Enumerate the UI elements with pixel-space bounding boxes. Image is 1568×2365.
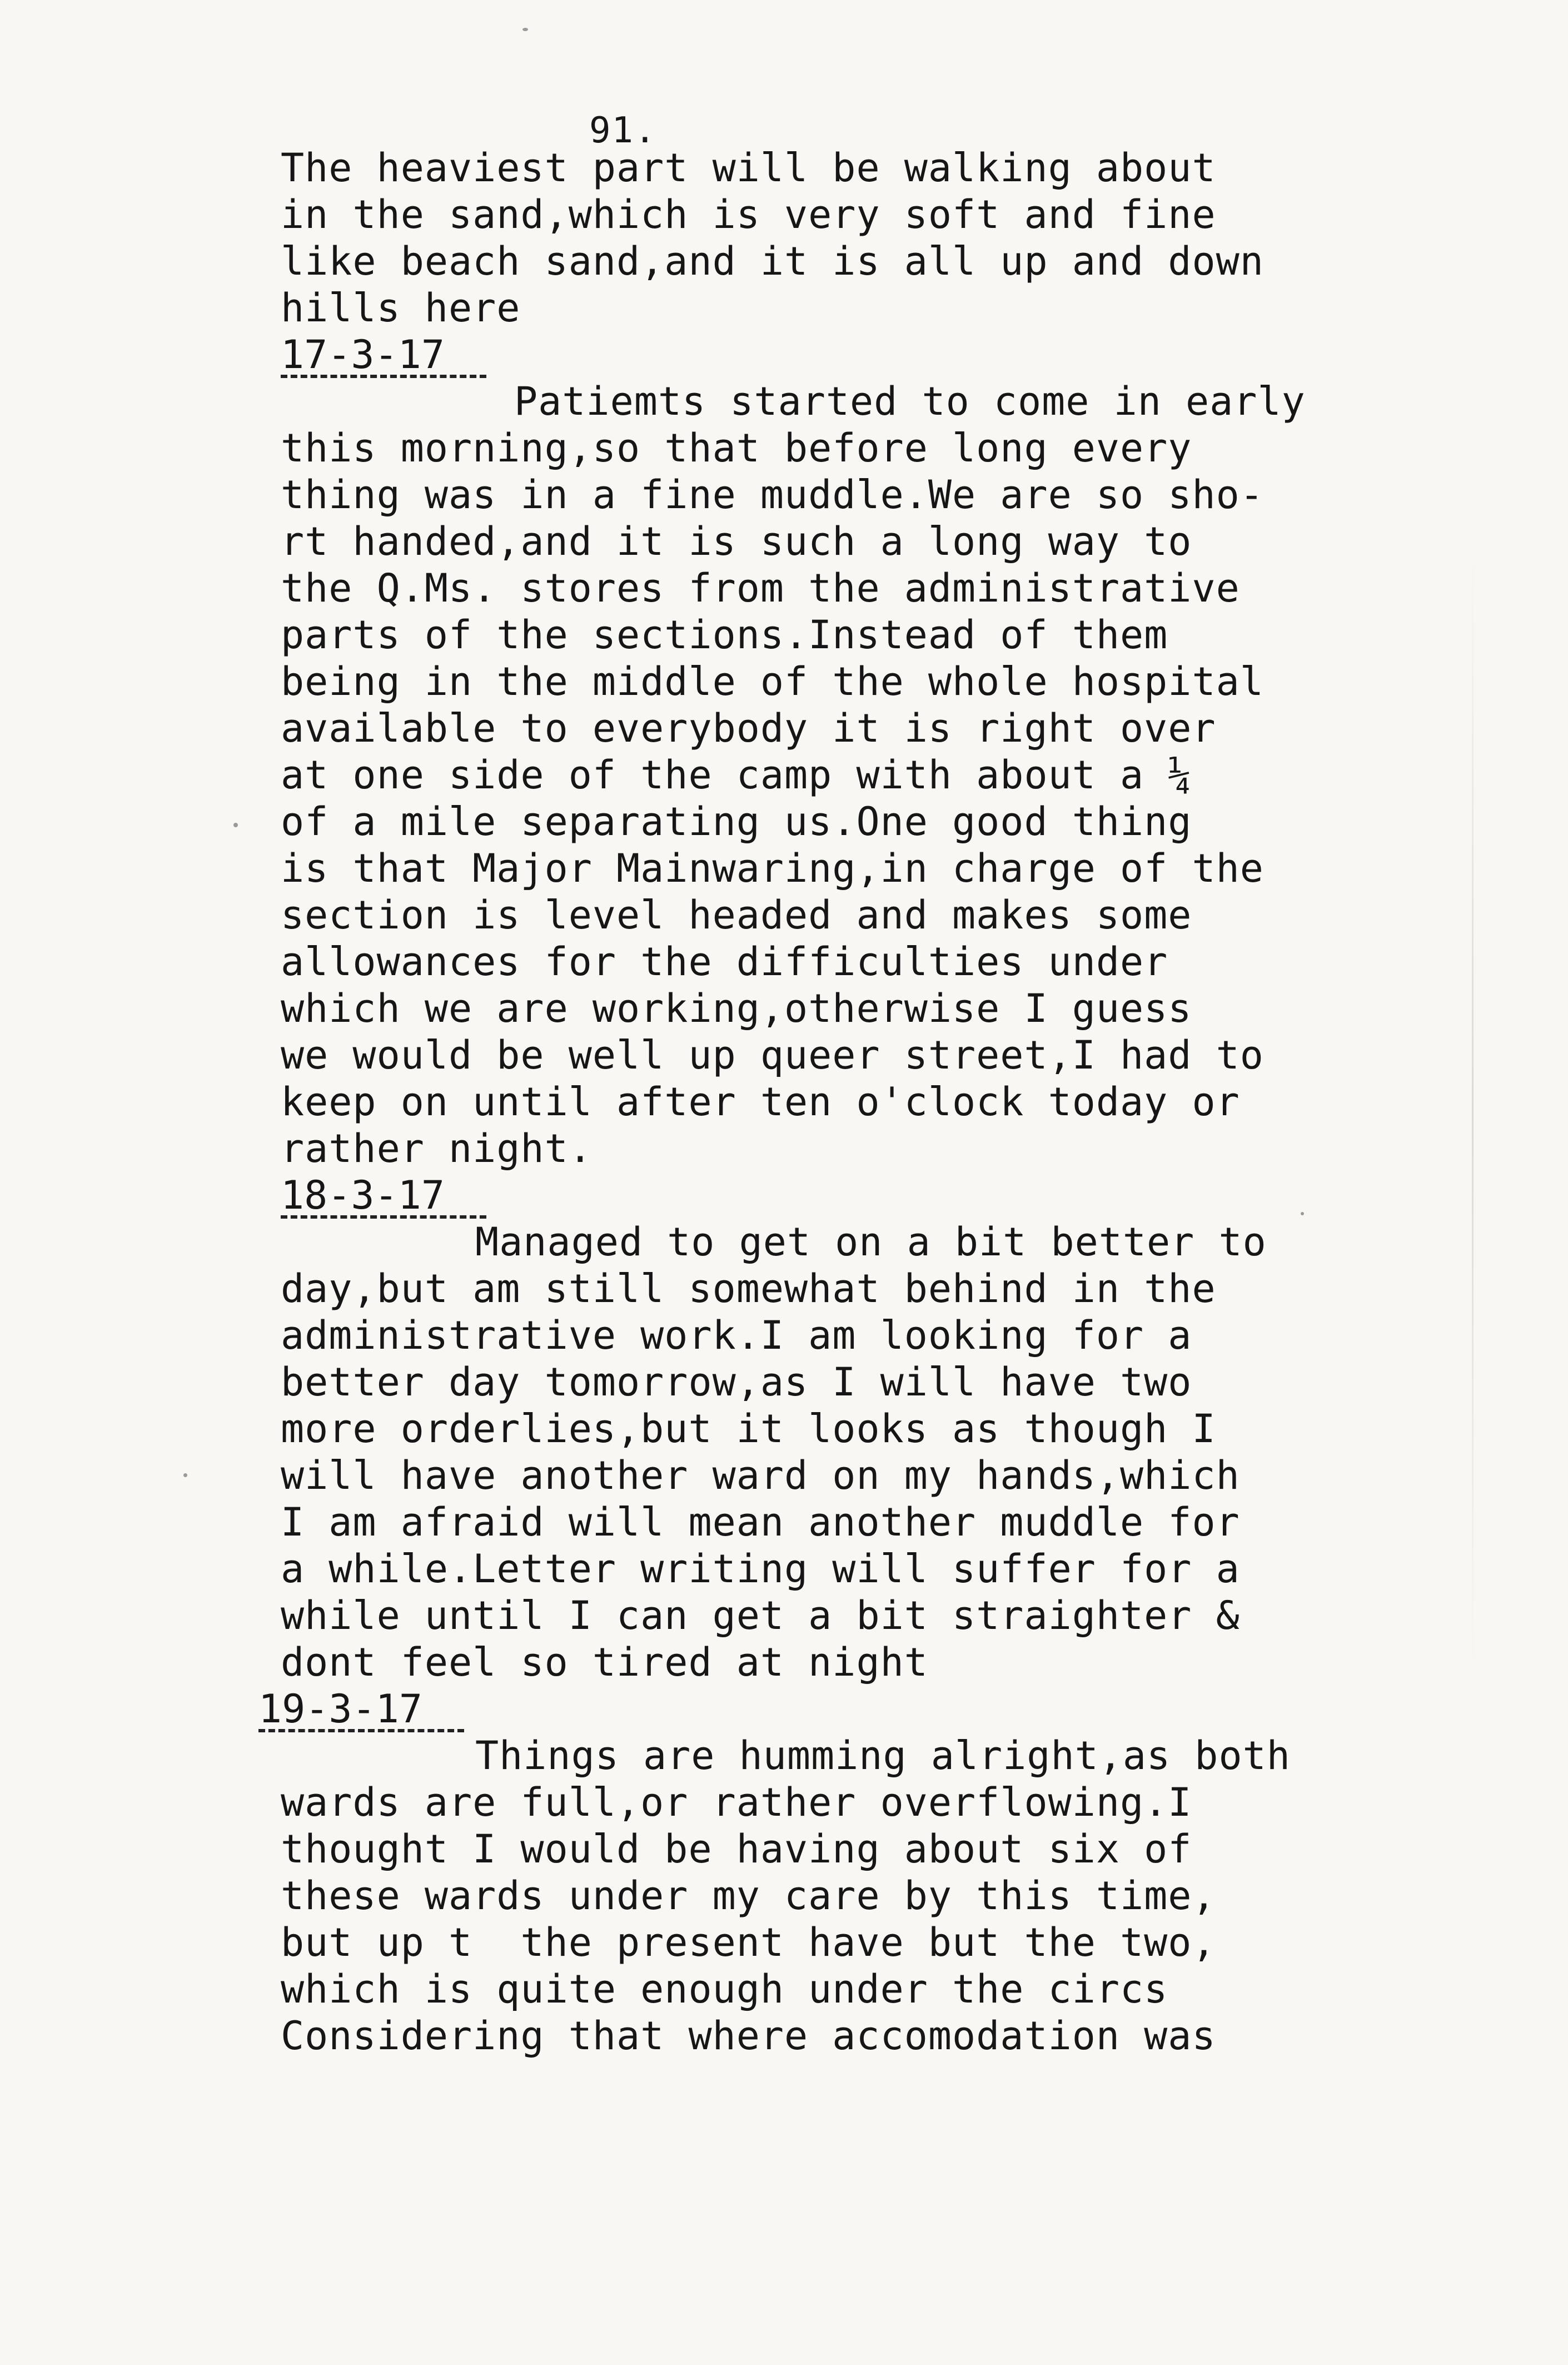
text-line: available to everybody it is right over [281,705,1216,751]
text-line: a while.Letter writing will suffer for a [281,1546,1240,1592]
paper-speck [522,28,528,31]
text-line: I am afraid will mean another muddle for [281,1499,1240,1545]
paper-speck [1301,1212,1304,1215]
text-line: will have another ward on my hands,which [281,1453,1240,1498]
text-line: of a mile separating us.One good thing [281,799,1192,844]
text-line: thought I would be having about six of [281,1826,1192,1872]
text-line: Considering that where accomodation was [281,2013,1216,2059]
text-line: allowances for the difficulties under [281,939,1168,985]
text-line: thing was in a fine muddle.We are so sho- [281,472,1264,518]
text-line: wards are full,or rather overflowing.I [281,1780,1192,1825]
text-line: section is level headed and makes some [281,892,1192,938]
text-line: the Q.Ms. stores from the administrative [281,565,1240,611]
text-line: rt handed,and it is such a long way to [281,519,1192,564]
typed-text-block [258,145,1459,2059]
text-line: being in the middle of the whole hospital [281,659,1264,704]
text-line: dont feel so tired at night [281,1639,928,1685]
text-line: like beach sand,and it is all up and down [281,239,1264,284]
text-line: is that Major Mainwaring,in charge of the [281,846,1264,891]
paper-speck [183,1473,187,1477]
text-line: keep on until after ten o'clock today or [281,1079,1240,1125]
text-line: Managed to get on a bit better to [475,1219,1267,1265]
text-line: we would be well up queer street,I had to [281,1032,1264,1078]
entry-date: 18-3-17 [281,1172,486,1219]
text-line: better day tomorrow,as I will have two [281,1359,1192,1405]
paper-speck [233,823,238,827]
entry-date: 19-3-17 [258,1686,464,1732]
text-line: Things are humming alright,as both [475,1733,1291,1778]
text-line: day,but am still somewhat behind in the [281,1266,1216,1311]
text-line: these wards under my care by this time, [281,1873,1216,1919]
text-line: parts of the sections.Instead of them [281,612,1168,658]
paper-edge-shadow [1472,556,1474,1668]
text-line: rather night. [281,1126,593,1171]
text-line: at one side of the camp with about a ¼ [281,752,1192,798]
text-line: Patiemts started to come in early [514,379,1306,424]
text-line: in the sand,which is very soft and fine [281,192,1216,237]
text-line: administrative work.I am looking for a [281,1313,1192,1358]
text-line: hills here [281,285,521,331]
text-line: more orderlies,but it looks as though I [281,1406,1216,1452]
text-line: The heaviest part will be walking about [281,145,1216,191]
text-line: which is quite enough under the circs [281,1966,1168,2012]
page-number: 91. [589,110,657,151]
text-line: which we are working,otherwise I guess [281,986,1192,1031]
text-line: but up t the present have but the two, [281,1920,1216,1965]
entry-date: 17-3-17 [281,331,486,378]
text-line: while until I can get a bit straighter & [281,1593,1240,1638]
text-line: this morning,so that before long every [281,425,1192,471]
